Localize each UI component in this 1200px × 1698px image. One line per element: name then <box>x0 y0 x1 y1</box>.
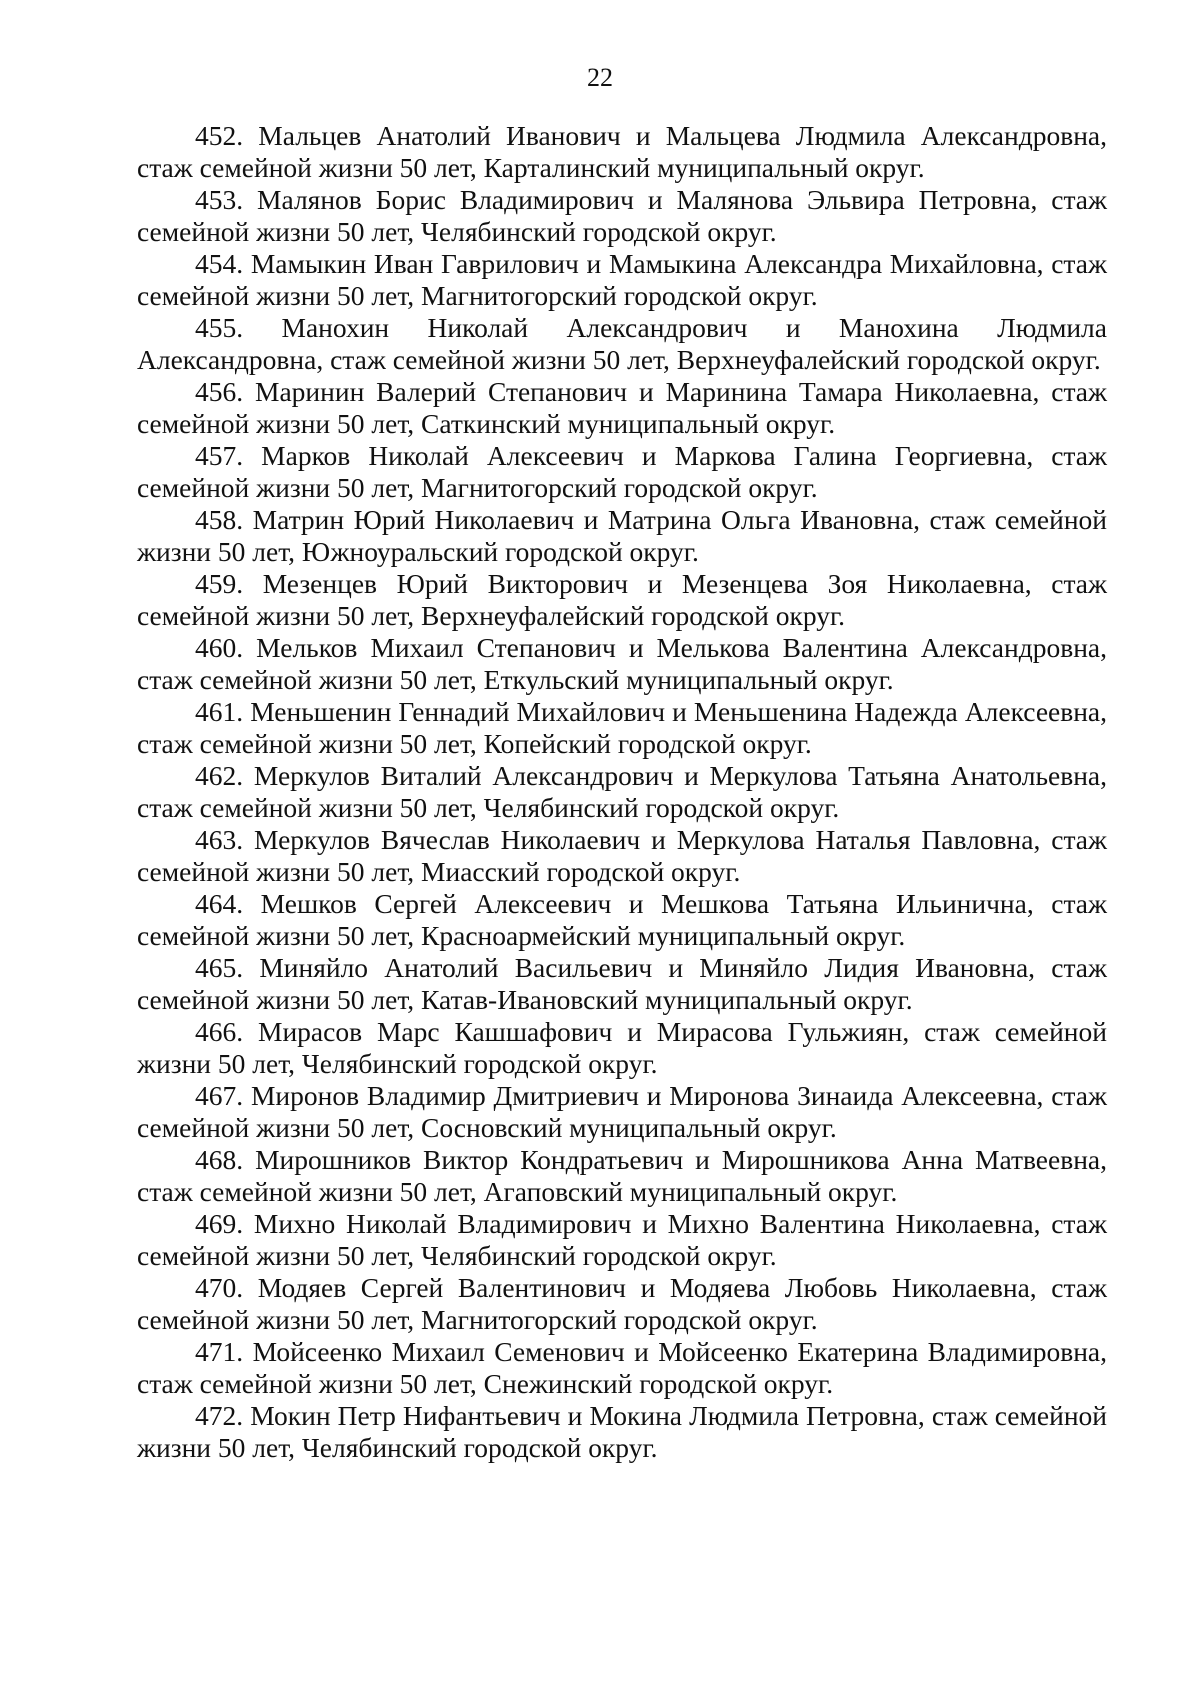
entry-number: 458. <box>195 504 244 535</box>
list-item <box>137 888 1107 952</box>
entry-number: 462. <box>195 760 244 791</box>
entry-text: Мирасов Марс Кашшафович и Мирасова Гульжиян, стаж семейной жизни 50 лет, Челябинский городской округ. <box>137 1016 1107 1079</box>
list-item <box>137 760 1107 824</box>
list-item <box>137 312 1107 376</box>
entry-number: 453. <box>195 184 244 215</box>
entry-number: 468. <box>195 1144 244 1175</box>
page-number: 22 <box>587 63 613 92</box>
list-item <box>137 1208 1107 1272</box>
list-item <box>137 504 1107 568</box>
entry-number: 454. <box>195 248 244 279</box>
list-item <box>137 1272 1107 1336</box>
entry-number: 457. <box>195 440 244 471</box>
list-item <box>137 632 1107 696</box>
entry-text: Меркулов Виталий Александрович и Меркулова Татьяна Анатольевна, стаж семейной жизни 50 лет, Челябинский городской округ. <box>137 760 1107 823</box>
list-item <box>137 1080 1107 1144</box>
entry-text: Меньшенин Геннадий Михайлович и Меньшенина Надежда Алексеевна, стаж семейной жизни 50 лет, Копейский городской округ. <box>137 696 1108 759</box>
entry-text: Манохин Николай Александрович и Манохина Людмила Александровна, стаж семейной жизни 50 лет, Верхнеуфалейский городской округ. <box>137 312 1107 375</box>
entry-number: 471. <box>195 1336 244 1367</box>
entry-text: Малянов Борис Владимирович и Малянова Эльвира Петровна, стаж семейной жизни 50 лет, Челябинский городской округ. <box>137 184 1108 247</box>
entry-text: Миронов Владимир Дмитриевич и Миронова Зинаида Алексеевна, стаж семейной жизни 50 лет, Сосновский муниципальный округ. <box>137 1080 1107 1143</box>
list-item <box>137 1336 1107 1400</box>
list-item <box>137 952 1107 1016</box>
entry-number: 452. <box>195 120 244 151</box>
entry-number: 456. <box>195 376 244 407</box>
entry-text: Миняйло Анатолий Васильевич и Миняйло Лидия Ивановна, стаж семейной жизни 50 лет, Катав-Ивановский муниципальный округ. <box>137 952 1108 1015</box>
entry-text: Мамыкин Иван Гаврилович и Мамыкина Александра Михайловна, стаж семейной жизни 50 лет, Магнитогорский городской округ. <box>137 248 1107 311</box>
entry-number: 470. <box>195 1272 244 1303</box>
entry-number: 460. <box>195 632 244 663</box>
entry-text: Мельков Михаил Степанович и Мелькова Валентина Александровна, стаж семейной жизни 50 лет, Еткульский муниципальный округ. <box>137 632 1108 695</box>
entry-number: 461. <box>195 696 244 727</box>
entry-text: Матрин Юрий Николаевич и Матрина Ольга Ивановна, стаж семейной жизни 50 лет, Южноуральский городской округ. <box>137 504 1108 567</box>
entry-number: 472. <box>195 1400 244 1431</box>
entry-text: Меркулов Вячеслав Николаевич и Меркулова Наталья Павловна, стаж семейной жизни 50 лет, Миасский городской округ. <box>137 824 1108 887</box>
entry-number: 465. <box>195 952 244 983</box>
list-item <box>137 248 1107 312</box>
entry-text: Михно Николай Владимирович и Михно Валентина Николаевна, стаж семейной жизни 50 лет, Челябинский городской округ. <box>137 1208 1107 1271</box>
list-item <box>137 376 1107 440</box>
list-item <box>137 1400 1107 1464</box>
list-item <box>137 824 1107 888</box>
entry-number: 464. <box>195 888 244 919</box>
entry-text: Мокин Петр Нифантьевич и Мокина Людмила Петровна, стаж семейной жизни 50 лет, Челябинский городской округ. <box>137 1400 1107 1463</box>
list-item <box>137 568 1107 632</box>
list-item <box>137 1016 1107 1080</box>
entry-text: Модяев Сергей Валентинович и Модяева Любовь Николаевна, стаж семейной жизни 50 лет, Магнитогорский городской округ. <box>137 1272 1107 1335</box>
entry-number: 469. <box>195 1208 244 1239</box>
list-item <box>137 1144 1107 1208</box>
entry-number: 459. <box>195 568 244 599</box>
entry-list <box>137 120 1107 1464</box>
entry-text: Мешков Сергей Алексеевич и Мешкова Татьяна Ильинична, стаж семейной жизни 50 лет, Красноармейский муниципальный округ. <box>137 888 1108 951</box>
entry-number: 463. <box>195 824 244 855</box>
entry-number: 455. <box>195 312 244 343</box>
entry-text: Маринин Валерий Степанович и Маринина Тамара Николаевна, стаж семейной жизни 50 лет, Саткинский муниципальный округ. <box>137 376 1108 439</box>
entry-text: Мезенцев Юрий Викторович и Мезенцева Зоя Николаевна, стаж семейной жизни 50 лет, Верхнеуфалейский городской округ. <box>137 568 1107 631</box>
entry-text: Мирошников Виктор Кондратьевич и Мирошникова Анна Матвеевна, стаж семейной жизни 50 лет, Агаповский муниципальный округ. <box>137 1144 1108 1207</box>
entry-number: 467. <box>195 1080 244 1111</box>
list-item <box>137 440 1107 504</box>
list-item <box>137 184 1107 248</box>
list-item <box>137 696 1107 760</box>
entry-text: Мальцев Анатолий Иванович и Мальцева Людмила Александровна, стаж семейной жизни 50 лет, Карталинский муниципальный округ. <box>137 120 1108 183</box>
list-item <box>137 120 1107 184</box>
entry-text: Мойсеенко Михаил Семенович и Мойсеенко Екатерина Владимировна, стаж семейной жизни 50 лет, Снежинский городской округ. <box>137 1336 1107 1399</box>
entry-number: 466. <box>195 1016 244 1047</box>
entry-text: Марков Николай Алексеевич и Маркова Галина Георгиевна, стаж семейной жизни 50 лет, Магнитогорский городской округ. <box>137 440 1107 503</box>
